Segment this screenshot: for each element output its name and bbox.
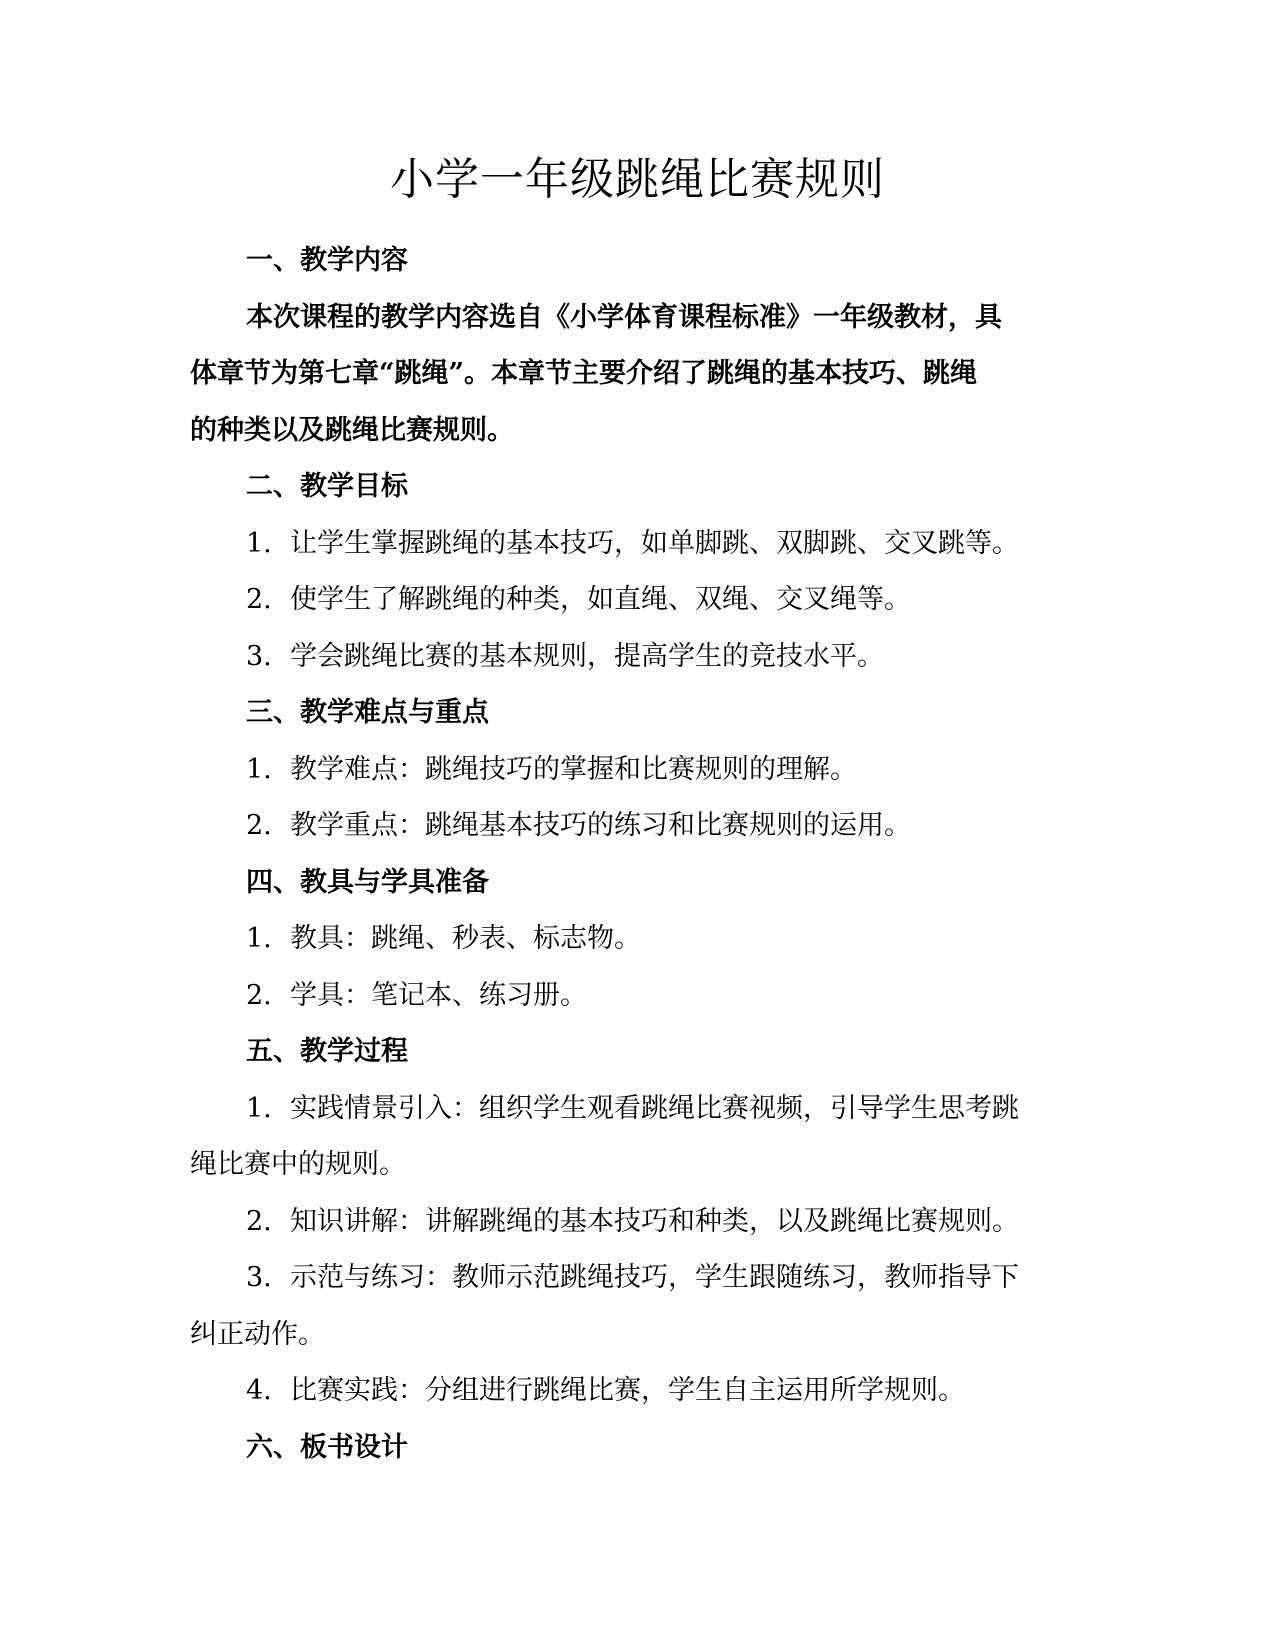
paragraph-line: 体章节为第七章“跳绳”。本章节主要介绍了跳绳的基本技巧、跳绳 — [190, 358, 978, 389]
list-item-number: 1. — [246, 753, 272, 785]
list-item — [190, 968, 1085, 1025]
paragraph-line: 的种类以及跳绳比赛规则。 — [190, 414, 514, 446]
list-item-number: 4. — [246, 1375, 272, 1406]
section-heading-teaching-content: 一、教学内容 — [246, 245, 408, 276]
list-item — [190, 911, 1085, 968]
list-item — [190, 1081, 1085, 1138]
list-item-text: 知识讲解：讲解跳绳的基本技巧和种类，以及跳绳比赛规则。 — [290, 1205, 1019, 1237]
list-item-text: 比赛实践：分组进行跳绳比赛，学生自主运用所学规则。 — [290, 1375, 965, 1406]
list-item-text: 实践情景引入：组织学生观看跳绳比赛视频，引导学生思考跳 — [290, 1092, 1019, 1124]
list-item — [190, 798, 1085, 855]
list-item — [190, 742, 1085, 799]
list-item-number: 2. — [246, 584, 272, 615]
list-item — [190, 629, 1085, 686]
list-item-number: 2. — [246, 810, 272, 841]
list-item — [190, 1194, 1085, 1251]
document-title: 小学一年级跳绳比赛规则 — [390, 154, 885, 205]
list-item — [190, 572, 1085, 629]
section-heading-teaching-process: 五、教学过程 — [246, 1036, 408, 1067]
list-item-number: 1. — [246, 1092, 272, 1124]
list-item-number: 3. — [246, 1262, 272, 1293]
document-body — [190, 233, 1085, 1476]
list-item-text: 学具：笔记本、练习册。 — [290, 979, 587, 1011]
list-item-text: 学会跳绳比赛的基本规则，提高学生的竞技水平。 — [290, 640, 884, 672]
list-item-text: 让学生掌握跳绳的基本技巧，如单脚跳、双脚跳、交叉跳等。 — [290, 527, 1019, 559]
section-heading-materials: 四、教具与学具准备 — [246, 866, 489, 898]
list-item-text: 教学重点：跳绳基本技巧的练习和比赛规则的运用。 — [290, 810, 911, 841]
list-item — [190, 1250, 1085, 1307]
list-item-text: 教学难点：跳绳技巧的掌握和比赛规则的理解。 — [290, 753, 857, 785]
list-item-text: 使学生了解跳绳的种类，如直绳、双绳、交叉绳等。 — [290, 584, 911, 615]
list-item-continuation: 绳比赛中的规则。 — [190, 1149, 406, 1180]
list-item-number: 2. — [246, 1205, 272, 1237]
section-heading-difficulties: 三、教学难点与重点 — [246, 697, 489, 728]
section-heading-board-design: 六、板书设计 — [246, 1431, 408, 1463]
list-item-number: 3. — [246, 640, 272, 672]
list-item-text: 教具：跳绳、秒表、标志物。 — [290, 923, 641, 954]
list-item-continuation: 纠正动作。 — [190, 1318, 325, 1350]
list-item — [190, 1363, 1085, 1420]
paragraph-line: 本次课程的教学内容选自《小学体育课程标准》一年级教材，具 — [246, 301, 1002, 333]
list-item-number: 1. — [246, 923, 272, 954]
list-item-number: 1. — [246, 527, 272, 559]
list-item-number: 2. — [246, 979, 272, 1011]
section-heading-teaching-goals: 二、教学目标 — [246, 471, 408, 502]
list-item — [190, 516, 1085, 573]
list-item-text: 示范与练习：教师示范跳绳技巧，学生跟随练习，教师指导下 — [290, 1262, 1019, 1293]
